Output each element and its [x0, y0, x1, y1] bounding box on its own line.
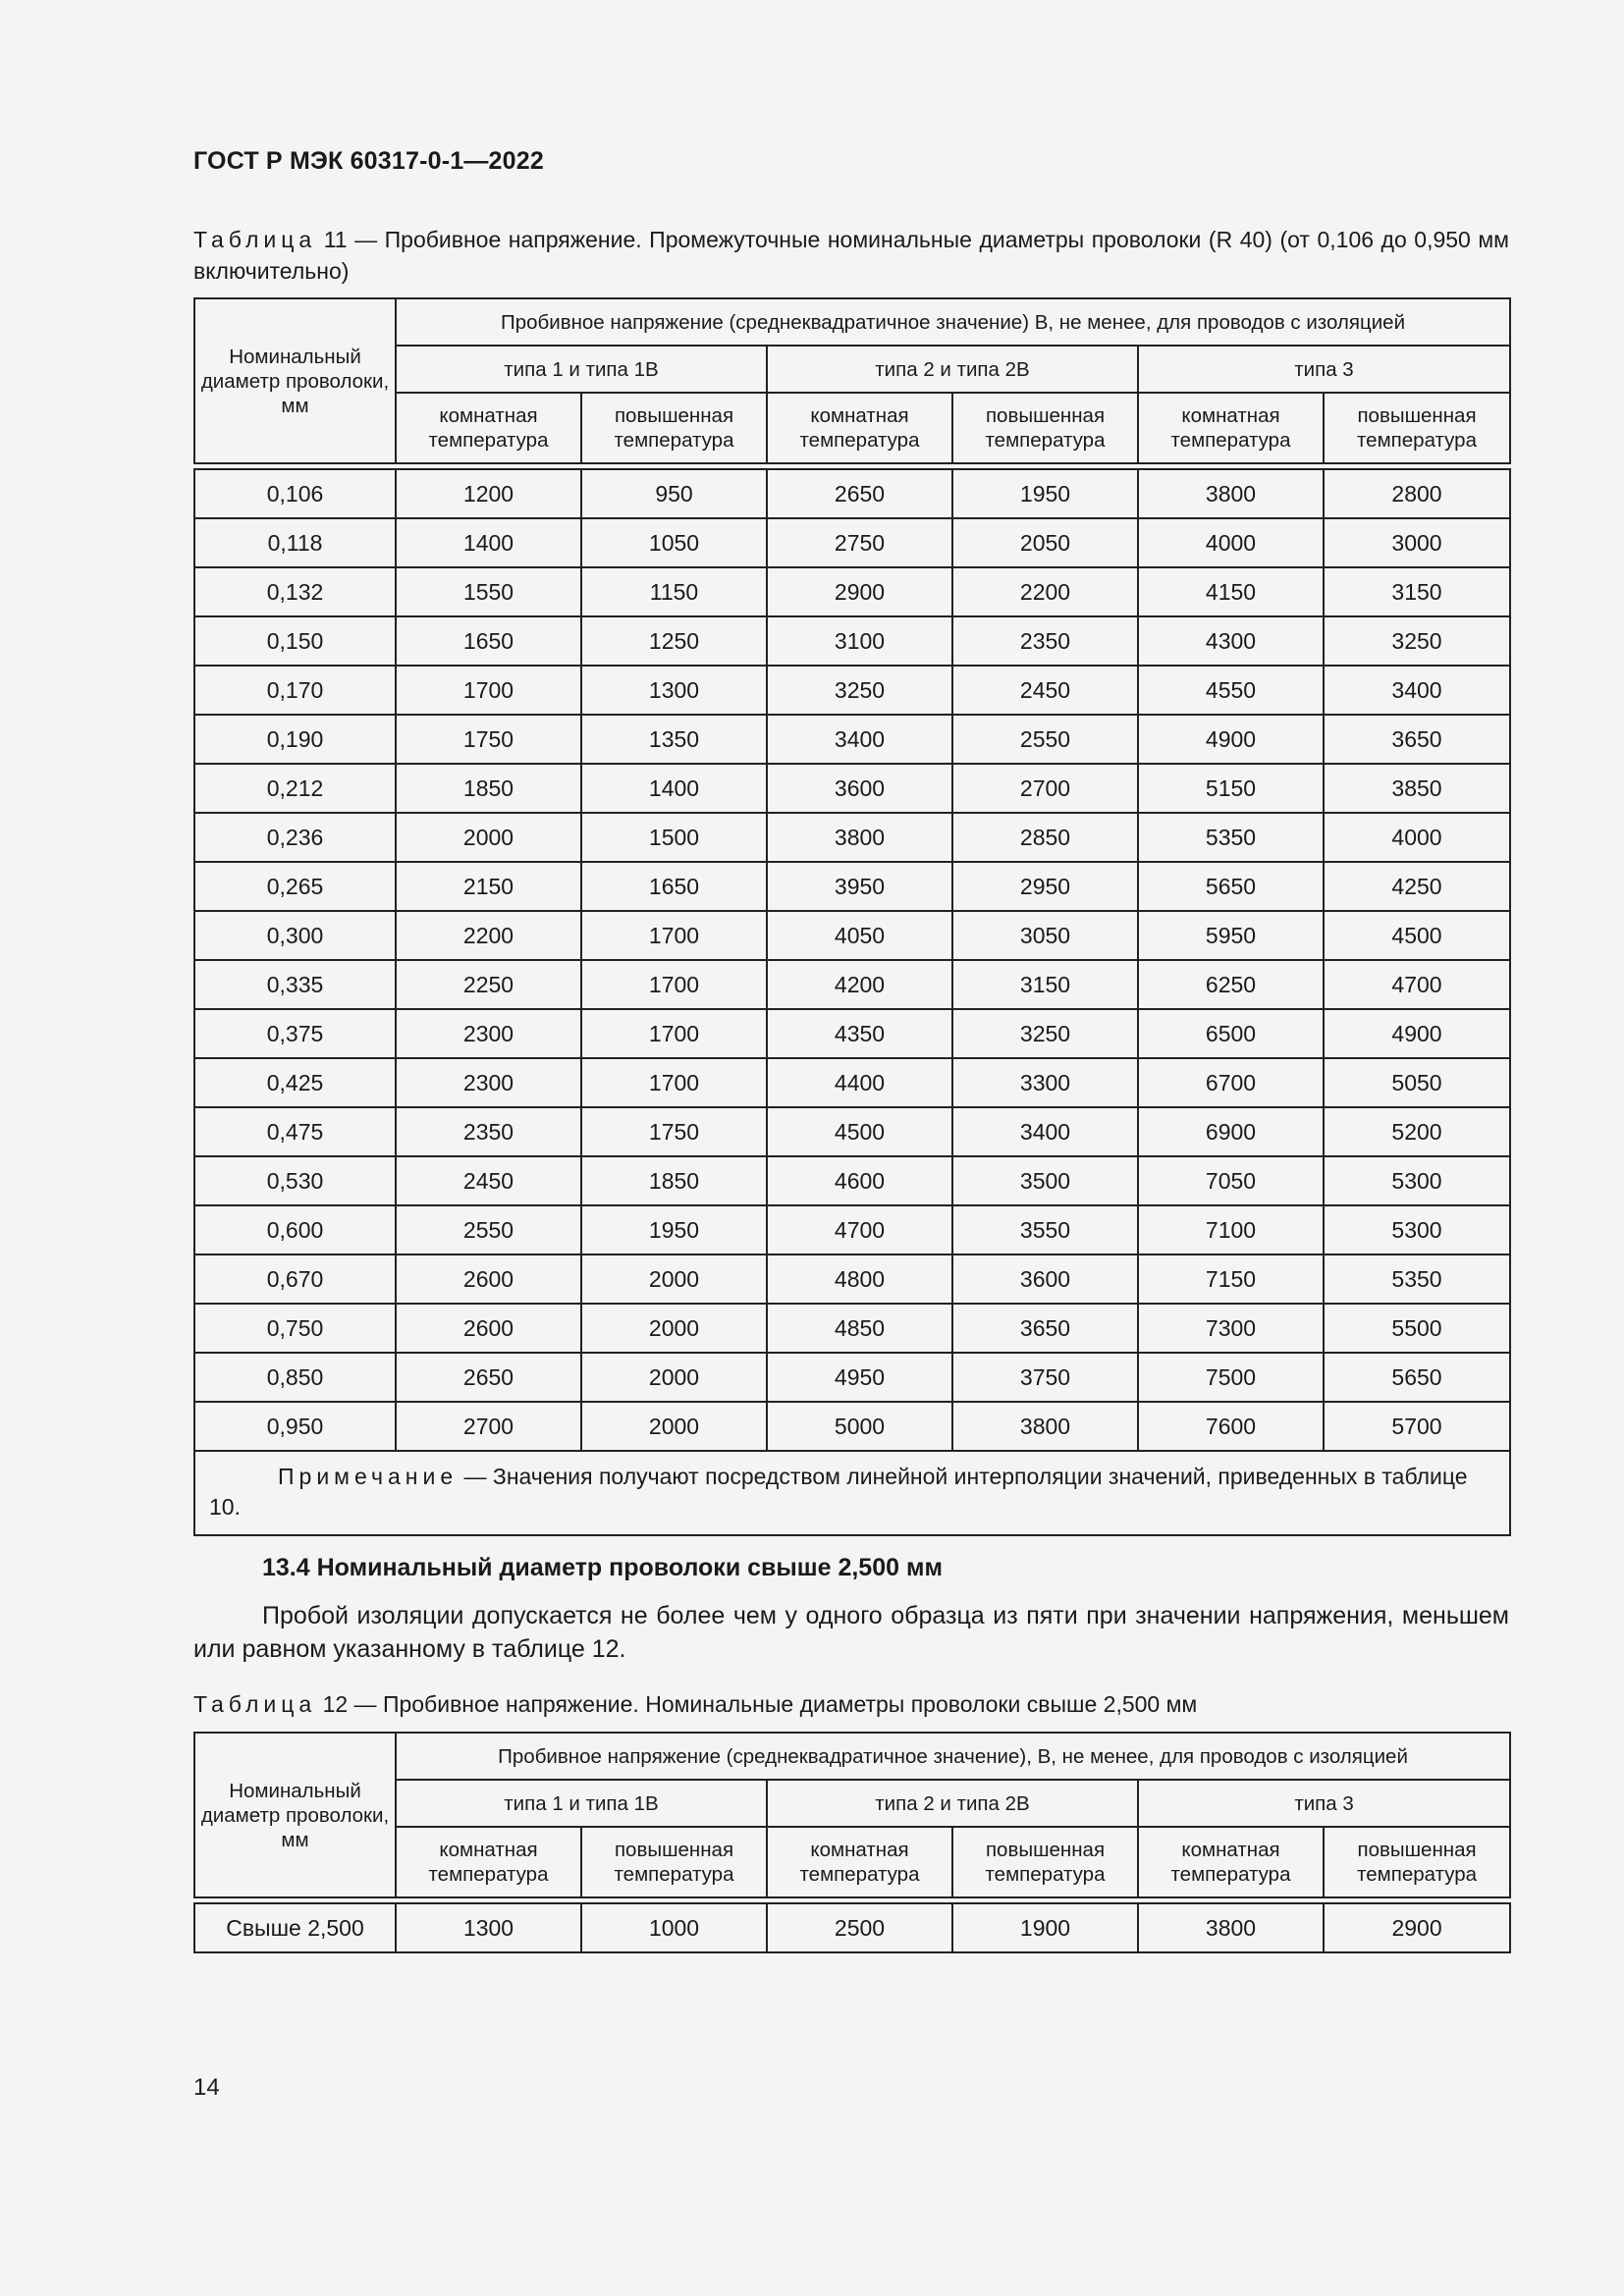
voltage-cell: 2650 — [767, 469, 952, 518]
temperature-header: комнатная температура — [767, 1827, 952, 1897]
voltage-cell: 2550 — [952, 715, 1138, 764]
voltage-cell: 7300 — [1138, 1304, 1324, 1353]
voltage-cell: 3600 — [767, 764, 952, 813]
voltage-cell: 1700 — [581, 1009, 767, 1058]
voltage-cell: 3300 — [952, 1058, 1138, 1107]
table-11 — [193, 297, 1511, 1536]
type-header: типа 1 и типа 1В — [396, 346, 767, 393]
voltage-cell: 1350 — [581, 715, 767, 764]
table-row — [194, 911, 1510, 960]
table-11-caption-label: Таблица — [193, 227, 317, 252]
table-row — [194, 862, 1510, 911]
voltage-cell: 7150 — [1138, 1255, 1324, 1304]
voltage-cell: 1750 — [396, 715, 581, 764]
table-row — [194, 813, 1510, 862]
table-12-caption-text: 12 — Пробивное напряжение. Номинальные диаметры проволоки свыше 2,500 мм — [316, 1691, 1198, 1717]
diameter-cell: 0,300 — [194, 911, 396, 960]
type-header: типа 2 и типа 2В — [767, 346, 1138, 393]
voltage-cell: 1700 — [581, 911, 767, 960]
voltage-cell: 4950 — [767, 1353, 952, 1402]
voltage-cell: 2000 — [581, 1255, 767, 1304]
voltage-cell: 1150 — [581, 567, 767, 616]
voltage-cell: 2000 — [581, 1353, 767, 1402]
voltage-cell: 2300 — [396, 1009, 581, 1058]
voltage-cell: 4850 — [767, 1304, 952, 1353]
table-row — [194, 715, 1510, 764]
voltage-cell: 4500 — [1324, 911, 1510, 960]
voltage-cell: 6500 — [1138, 1009, 1324, 1058]
voltage-cell: 7600 — [1138, 1402, 1324, 1451]
diameter-cell: 0,530 — [194, 1156, 396, 1205]
table-row — [194, 1058, 1510, 1107]
table-row — [194, 666, 1510, 715]
diameter-cell: 0,170 — [194, 666, 396, 715]
voltage-cell: 3000 — [1324, 518, 1510, 567]
diameter-cell: 0,750 — [194, 1304, 396, 1353]
table-row — [194, 1156, 1510, 1205]
diameter-cell: 0,670 — [194, 1255, 396, 1304]
voltage-cell: 1050 — [581, 518, 767, 567]
voltage-cell: 2000 — [581, 1402, 767, 1451]
type-header: типа 3 — [1138, 346, 1510, 393]
voltage-cell: 3950 — [767, 862, 952, 911]
table-row — [194, 1402, 1510, 1451]
voltage-cell: 3800 — [952, 1402, 1138, 1451]
table-12-body — [194, 1903, 1510, 1952]
voltage-cell: 2700 — [952, 764, 1138, 813]
voltage-cell: 3400 — [767, 715, 952, 764]
voltage-cell: 2200 — [396, 911, 581, 960]
table-11-note — [194, 1451, 1510, 1535]
table-12 — [193, 1732, 1511, 1953]
voltage-cell: 2000 — [581, 1304, 767, 1353]
voltage-cell: 5950 — [1138, 911, 1324, 960]
voltage-cell: 4300 — [1138, 616, 1324, 666]
diameter-cell: 0,118 — [194, 518, 396, 567]
table-row — [194, 960, 1510, 1009]
diameter-cell: 0,600 — [194, 1205, 396, 1255]
table-row — [194, 764, 1510, 813]
voltage-cell: 3750 — [952, 1353, 1138, 1402]
temperature-header: комнатная температура — [1138, 1827, 1324, 1897]
voltage-cell: 1750 — [581, 1107, 767, 1156]
diameter-cell: 0,106 — [194, 469, 396, 518]
voltage-cell: 5150 — [1138, 764, 1324, 813]
voltage-cell: 2600 — [396, 1255, 581, 1304]
diameter-column-header: Номинальный диаметр проволоки, мм — [194, 1733, 396, 1897]
voltage-cell: 3600 — [952, 1255, 1138, 1304]
table-12-caption-label: Таблица — [193, 1691, 317, 1717]
voltage-cell: 1950 — [952, 469, 1138, 518]
page-number: 14 — [193, 2074, 220, 2101]
voltage-cell: 1250 — [581, 616, 767, 666]
voltage-cell: 5000 — [767, 1402, 952, 1451]
table-row — [194, 1353, 1510, 1402]
voltage-cell: 2200 — [952, 567, 1138, 616]
voltage-cell: 2750 — [767, 518, 952, 567]
breakdown-voltage-header: Пробивное напряжение (среднеквадратичное значение) В, не менее, для проводов с изоляцией — [396, 298, 1510, 346]
temperature-header: комнатная температура — [767, 393, 952, 463]
voltage-cell: 4900 — [1138, 715, 1324, 764]
diameter-cell: 0,850 — [194, 1353, 396, 1402]
voltage-cell: 4600 — [767, 1156, 952, 1205]
table-row — [194, 1304, 1510, 1353]
temperature-header: комнатная температура — [396, 393, 581, 463]
voltage-cell: 2700 — [396, 1402, 581, 1451]
temperature-header: повышенная температура — [581, 393, 767, 463]
diameter-cell: 0,950 — [194, 1402, 396, 1451]
table-row — [194, 469, 1510, 518]
type-header: типа 1 и типа 1В — [396, 1780, 767, 1827]
table-row — [194, 1205, 1510, 1255]
voltage-cell: 4500 — [767, 1107, 952, 1156]
voltage-cell: 3150 — [952, 960, 1138, 1009]
voltage-cell: 1400 — [396, 518, 581, 567]
table-11-body — [194, 469, 1510, 1451]
voltage-cell: 2950 — [952, 862, 1138, 911]
voltage-cell: 3400 — [952, 1107, 1138, 1156]
temperature-header: повышенная температура — [952, 393, 1138, 463]
diameter-cell: 0,132 — [194, 567, 396, 616]
type-header: типа 3 — [1138, 1780, 1510, 1827]
type-header: типа 2 и типа 2В — [767, 1780, 1138, 1827]
voltage-cell: 3800 — [1138, 1903, 1324, 1952]
voltage-cell: 3800 — [1138, 469, 1324, 518]
voltage-cell: 2900 — [767, 567, 952, 616]
temperature-header: повышенная температура — [581, 1827, 767, 1897]
voltage-cell: 4550 — [1138, 666, 1324, 715]
voltage-cell: 1700 — [396, 666, 581, 715]
voltage-cell: 4050 — [767, 911, 952, 960]
voltage-cell: 7100 — [1138, 1205, 1324, 1255]
table-row — [194, 518, 1510, 567]
voltage-cell: 2450 — [952, 666, 1138, 715]
voltage-cell: 5650 — [1138, 862, 1324, 911]
voltage-cell: 3250 — [952, 1009, 1138, 1058]
voltage-cell: 3100 — [767, 616, 952, 666]
voltage-cell: 6700 — [1138, 1058, 1324, 1107]
table-12-caption — [193, 1688, 1509, 1720]
section-paragraph: Пробой изоляции допускается не более чем у одного образца из пяти при значении напряжения, меньшем или равном указанному в таблице 12. — [193, 1602, 1509, 1663]
voltage-cell: 7500 — [1138, 1353, 1324, 1402]
voltage-cell: 1200 — [396, 469, 581, 518]
voltage-cell: 5300 — [1324, 1205, 1510, 1255]
voltage-cell: 3400 — [1324, 666, 1510, 715]
diameter-cell: 0,236 — [194, 813, 396, 862]
voltage-cell: 5350 — [1324, 1255, 1510, 1304]
table-11-caption — [193, 224, 1509, 287]
voltage-cell: 3050 — [952, 911, 1138, 960]
voltage-cell: 3150 — [1324, 567, 1510, 616]
voltage-cell: 2600 — [396, 1304, 581, 1353]
voltage-cell: 1950 — [581, 1205, 767, 1255]
voltage-cell: 4000 — [1324, 813, 1510, 862]
diameter-cell: 0,425 — [194, 1058, 396, 1107]
voltage-cell: 4800 — [767, 1255, 952, 1304]
voltage-cell: 4250 — [1324, 862, 1510, 911]
note-label: Примечание — [278, 1464, 459, 1489]
voltage-cell: 4150 — [1138, 567, 1324, 616]
voltage-cell: 2250 — [396, 960, 581, 1009]
table-row — [194, 1903, 1510, 1952]
temperature-header: комнатная температура — [1138, 393, 1324, 463]
note-text: — Значения получают посредством линейной интерполяции значений, приведенных в таблице 10. — [209, 1464, 1468, 1520]
voltage-cell: 2150 — [396, 862, 581, 911]
table-11-caption-text: 11 — Пробивное напряжение. Промежуточные номинальные диаметры проволоки (R 40) (от 0,106 до 0,950 мм включительно) — [193, 227, 1509, 284]
document-title: ГОСТ Р МЭК 60317-0-1—2022 — [193, 147, 544, 175]
table-row — [194, 567, 1510, 616]
voltage-cell: 2450 — [396, 1156, 581, 1205]
voltage-cell: 5650 — [1324, 1353, 1510, 1402]
voltage-cell: 1300 — [396, 1903, 581, 1952]
voltage-cell: 4200 — [767, 960, 952, 1009]
voltage-cell: 2500 — [767, 1903, 952, 1952]
voltage-cell: 4700 — [1324, 960, 1510, 1009]
diameter-cell: 0,375 — [194, 1009, 396, 1058]
voltage-cell: 2000 — [396, 813, 581, 862]
voltage-cell: 1850 — [581, 1156, 767, 1205]
voltage-cell: 5500 — [1324, 1304, 1510, 1353]
voltage-cell: 3650 — [1324, 715, 1510, 764]
diameter-cell: 0,190 — [194, 715, 396, 764]
voltage-cell: 1300 — [581, 666, 767, 715]
voltage-cell: 7050 — [1138, 1156, 1324, 1205]
voltage-cell: 1400 — [581, 764, 767, 813]
voltage-cell: 1900 — [952, 1903, 1138, 1952]
temperature-header: повышенная температура — [952, 1827, 1138, 1897]
diameter-cell: Свыше 2,500 — [194, 1903, 396, 1952]
voltage-cell: 5050 — [1324, 1058, 1510, 1107]
voltage-cell: 3250 — [1324, 616, 1510, 666]
voltage-cell: 5350 — [1138, 813, 1324, 862]
temperature-header: комнатная температура — [396, 1827, 581, 1897]
voltage-cell: 6900 — [1138, 1107, 1324, 1156]
voltage-cell: 1850 — [396, 764, 581, 813]
voltage-cell: 1700 — [581, 1058, 767, 1107]
voltage-cell: 1500 — [581, 813, 767, 862]
temperature-header: повышенная температура — [1324, 393, 1510, 463]
voltage-cell: 4350 — [767, 1009, 952, 1058]
voltage-cell: 5300 — [1324, 1156, 1510, 1205]
voltage-cell: 1650 — [581, 862, 767, 911]
voltage-cell: 2050 — [952, 518, 1138, 567]
voltage-cell: 1000 — [581, 1903, 767, 1952]
table-row — [194, 1255, 1510, 1304]
voltage-cell: 3250 — [767, 666, 952, 715]
voltage-cell: 2650 — [396, 1353, 581, 1402]
breakdown-voltage-header: Пробивное напряжение (среднеквадратичное значение), В, не менее, для проводов с изоляцией — [396, 1733, 1510, 1780]
voltage-cell: 4700 — [767, 1205, 952, 1255]
diameter-cell: 0,150 — [194, 616, 396, 666]
voltage-cell: 2300 — [396, 1058, 581, 1107]
voltage-cell: 3650 — [952, 1304, 1138, 1353]
voltage-cell: 1650 — [396, 616, 581, 666]
voltage-cell: 2800 — [1324, 469, 1510, 518]
voltage-cell: 3800 — [767, 813, 952, 862]
voltage-cell: 4900 — [1324, 1009, 1510, 1058]
table-row — [194, 1009, 1510, 1058]
voltage-cell: 2850 — [952, 813, 1138, 862]
voltage-cell: 3500 — [952, 1156, 1138, 1205]
voltage-cell: 2900 — [1324, 1903, 1510, 1952]
voltage-cell: 2550 — [396, 1205, 581, 1255]
diameter-cell: 0,265 — [194, 862, 396, 911]
voltage-cell: 1550 — [396, 567, 581, 616]
voltage-cell: 3850 — [1324, 764, 1510, 813]
diameter-cell: 0,475 — [194, 1107, 396, 1156]
voltage-cell: 5200 — [1324, 1107, 1510, 1156]
voltage-cell: 5700 — [1324, 1402, 1510, 1451]
voltage-cell: 1700 — [581, 960, 767, 1009]
voltage-cell: 4400 — [767, 1058, 952, 1107]
section-heading: 13.4 Номинальный диаметр проволоки свыше 2,500 мм — [262, 1554, 943, 1581]
voltage-cell: 2350 — [952, 616, 1138, 666]
voltage-cell: 2350 — [396, 1107, 581, 1156]
table-row — [194, 616, 1510, 666]
temperature-header: повышенная температура — [1324, 1827, 1510, 1897]
diameter-cell: 0,335 — [194, 960, 396, 1009]
table-row — [194, 1107, 1510, 1156]
diameter-cell: 0,212 — [194, 764, 396, 813]
voltage-cell: 950 — [581, 469, 767, 518]
diameter-column-header: Номинальный диаметр проволоки, мм — [194, 298, 396, 463]
voltage-cell: 3550 — [952, 1205, 1138, 1255]
voltage-cell: 4000 — [1138, 518, 1324, 567]
voltage-cell: 6250 — [1138, 960, 1324, 1009]
